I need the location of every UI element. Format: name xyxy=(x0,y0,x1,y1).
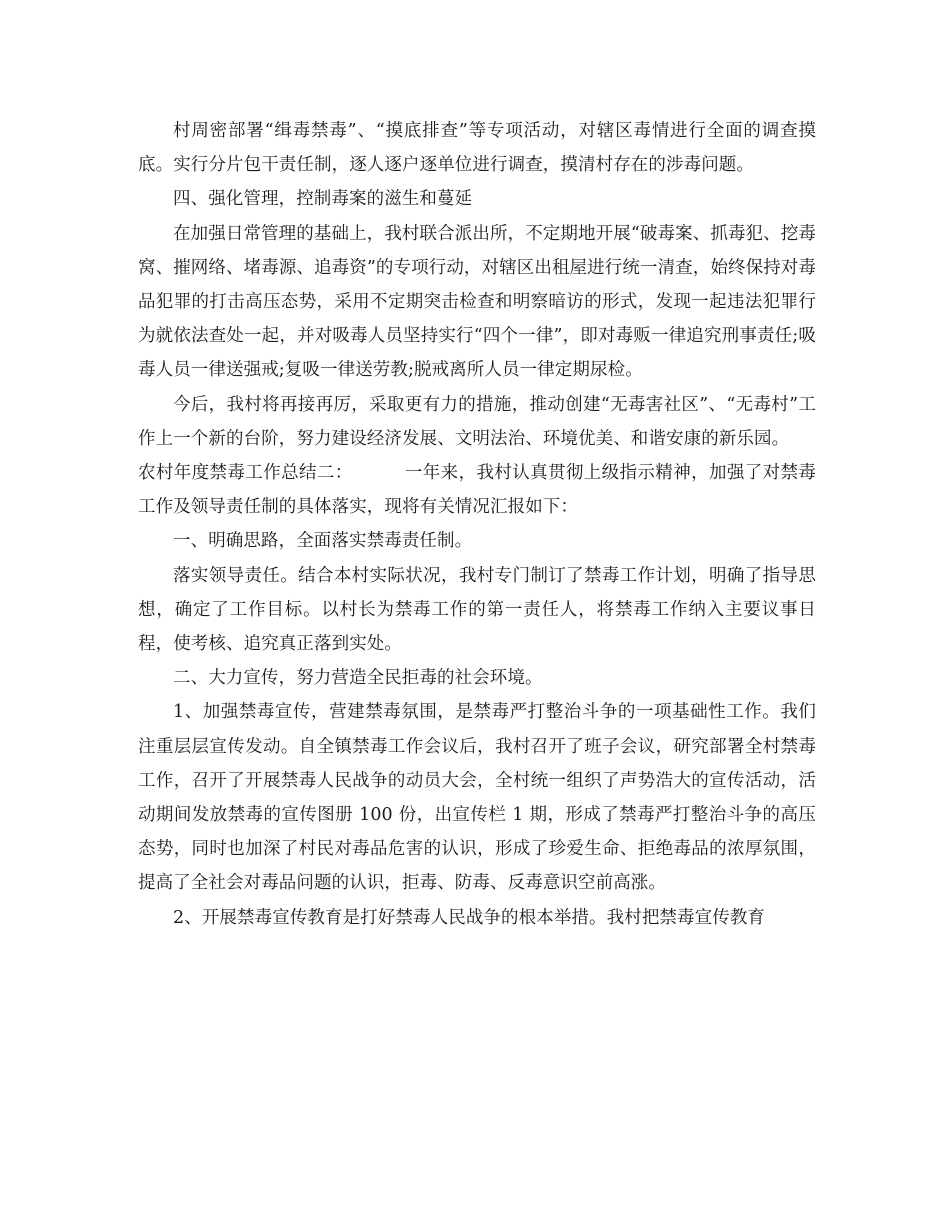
paragraph-publicity-two: 2、开展禁毒宣传教育是打好禁毒人民战争的根本举措。我村把禁毒宣传教育 xyxy=(173,907,766,928)
paragraph-publicity-one: 1、加强禁毒宣传，营建禁毒氛围，是禁毒严打整治斗争的一项基础性工作。我们注重层层宣传发动。自全镇禁毒工作会议后，我村召开了班子会议，研究部署全村禁毒工作，召开了开展禁毒人民战争的动员大会，全村统一组织了声势浩大的宣传活动，活动期间发放禁毒的宣传图册 100 份，出宣传栏 1 期，形成了禁毒严打整治斗争的高压态势，同时也加深了村民对毒品危害的认识，形成了珍爱生命、拒绝毒品的浓厚氛围，提高了全社会对毒品问题的认识，拒毒、防毒、反毒意识空前高涨。 xyxy=(138,702,816,894)
heading-strengthen-management: 四、强化管理，控制毒案的滋生和蔓延 xyxy=(173,189,473,210)
paragraph-investigation: 村周密部署“缉毒禁毒”、“摸底排查”等专项活动，对辖区毒情进行全面的调查摸底。实行分片包干责任制，逐人逐户逐单位进行调查，摸清村存在的涉毒问题。 xyxy=(138,121,816,176)
paragraph-future-plan: 今后，我村将再接再厉，采取更有力的措施，推动创建“无毒害社区”、“无毒村”工作上一个新的台阶，努力建设经济发展、文明法治、环境优美、和谐安康的新乐园。 xyxy=(138,394,816,449)
section-heading: 农村年度禁毒工作总结二： xyxy=(138,463,353,484)
section-two-intro xyxy=(138,456,816,524)
heading-publicity: 二、大力宣传，努力营造全民拒毒的社会环境。 xyxy=(173,668,543,689)
paragraph-daily-management: 在加强日常管理的基础上，我村联合派出所，不定期地开展“破毒案、抓毒犯、挖毒窝、摧网络、堵毒源、追毒资”的专项行动，对辖区出租屋进行统一清查，始终保持对毒品犯罪的打击高压态势，采用不定期突击检查和明察暗访的形式，发现一起违法犯罪行为就依法查处一起，并对吸毒人员坚持实行“四个一律”，即对毒贩一律追究刑事责任;吸毒人员一律送强戒;复吸一律送劳教;脱戒离所人员一律定期尿检。 xyxy=(138,223,816,381)
heading-clear-thinking: 一、明确思路，全面落实禁毒责任制。 xyxy=(173,531,473,552)
document-body xyxy=(138,114,816,935)
section-intro-text: 一年来，我村认真贯彻上级指示精神，加强了对禁毒工作及领导责任制的具体落实，现将有关情况汇报如下： xyxy=(138,463,816,518)
paragraph-leadership-responsibility: 落实领导责任。结合本村实际状况，我村专门制订了禁毒工作计划，明确了指导思想，确定了工作目标。以村长为禁毒工作的第一责任人，将禁毒工作纳入主要议事日程，使考核、追究真正落到实处。 xyxy=(138,565,816,655)
